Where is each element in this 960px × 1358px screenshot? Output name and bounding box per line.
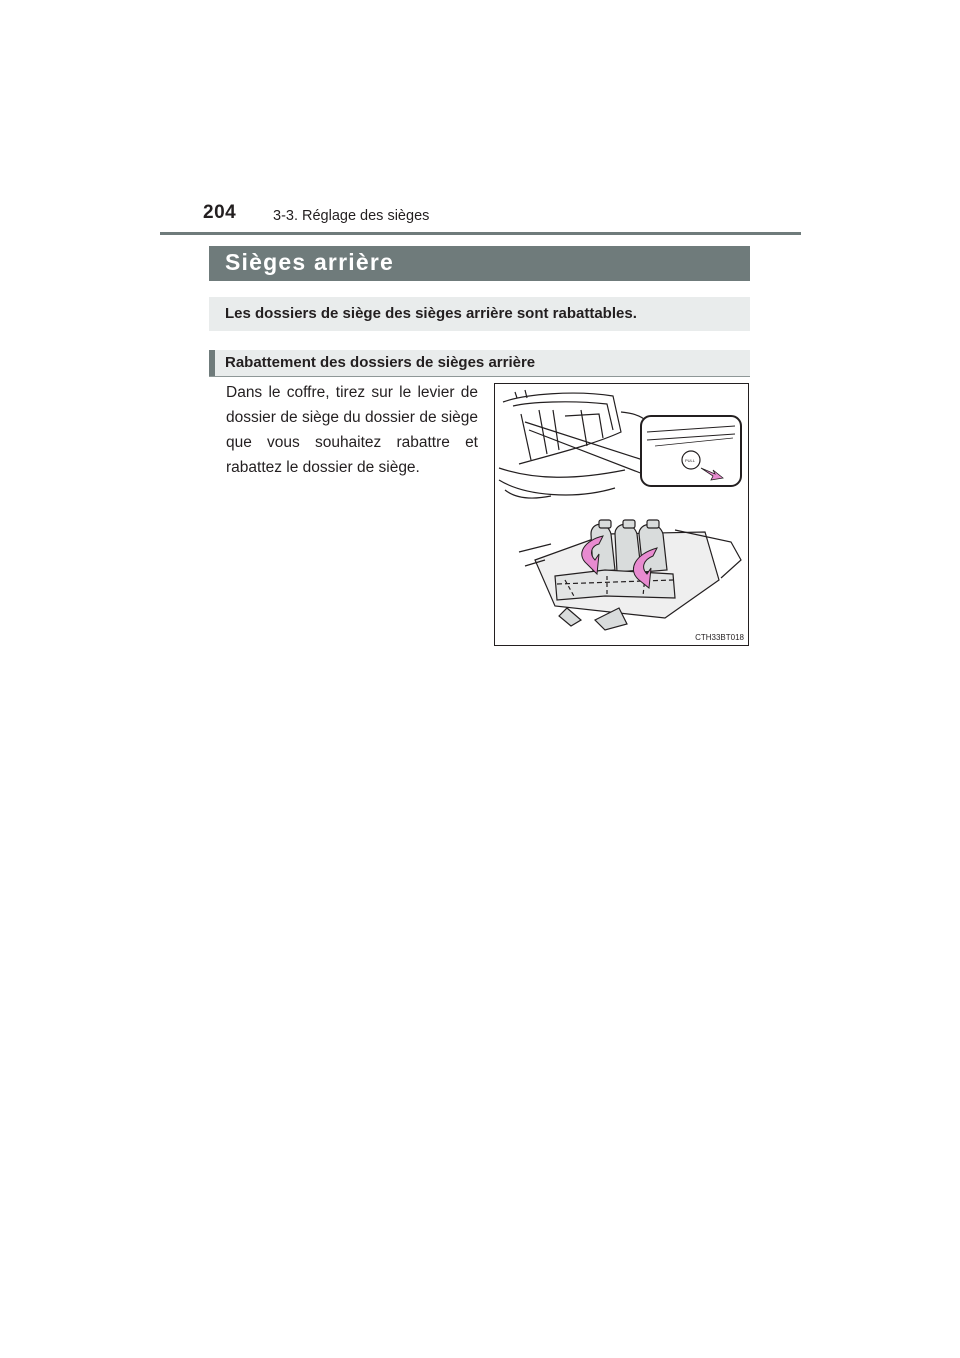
rear-seat-drawing — [519, 520, 741, 630]
intro-box — [209, 297, 750, 331]
page-number: 204 — [203, 202, 237, 223]
title-bar — [209, 246, 750, 281]
subsection-heading: Rabattement des dossiers de sièges arrière — [225, 354, 536, 371]
car-trunk-drawing — [499, 390, 653, 498]
intro-text: Les dossiers de siège des sièges arrière sont rabattables. — [225, 305, 637, 322]
lever-inset — [641, 416, 741, 486]
header-rule — [160, 232, 801, 235]
rear-seat-illustration — [494, 383, 749, 646]
section-label: 3-3. Réglage des sièges — [273, 208, 430, 224]
instruction-text: Dans le coffre, tirez sur le levier de dossier de siège du dossier de siège que vous souhaitez rabattre et rabattez le dossier de siège. — [226, 384, 478, 476]
subsection-accent — [209, 350, 215, 376]
pull-label: PULL — [685, 458, 696, 463]
car-trunk-seat-drawing — [495, 384, 750, 647]
page-title: Sièges arrière — [225, 249, 394, 275]
figure-code: CTH33BT018 — [695, 633, 744, 642]
subsection-heading-bar — [209, 350, 750, 377]
